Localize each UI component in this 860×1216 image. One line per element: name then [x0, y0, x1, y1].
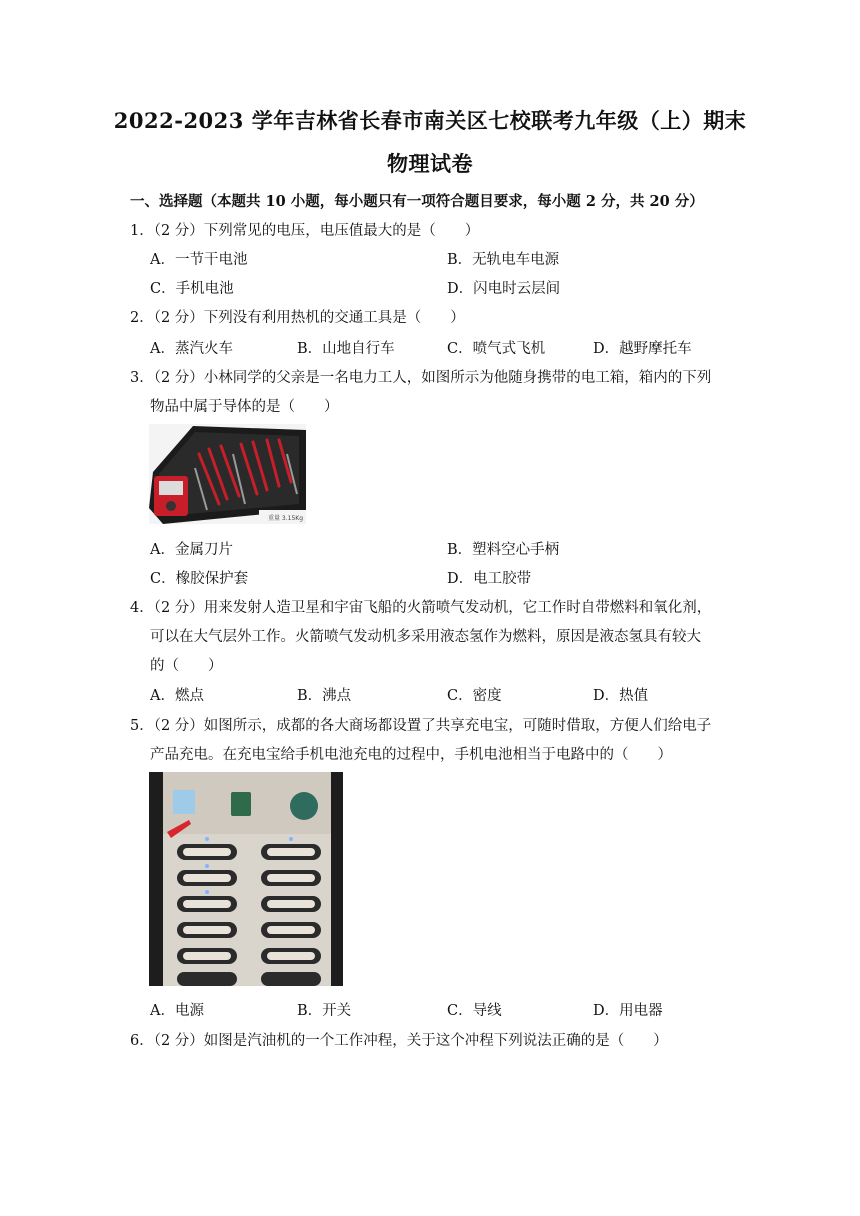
- page-title-line2: 物理试卷: [387, 151, 473, 176]
- question-4-stem-cont1: 可以在大气层外工作。火箭喷气发动机多采用液态氢作为燃料，原因是液态氢具有较大: [150, 629, 701, 645]
- q3-option-a: A．金属刀片: [150, 542, 233, 558]
- q4-option-a: A．燃点: [150, 688, 204, 704]
- q5-option-b: B．开关: [297, 1003, 352, 1019]
- q4-option-b: B．沸点: [297, 688, 352, 704]
- q4-option-d: D．热值: [593, 688, 649, 704]
- q1-option-a: A．一节干电池: [150, 252, 248, 268]
- q3-option-d: D．电工胶带: [447, 571, 532, 587]
- q1-option-b: B．无轨电车电源: [447, 252, 560, 268]
- charging-station-image: [149, 772, 343, 986]
- question-3-stem: 3．（2 分）小林同学的父亲是一名电力工人，如图所示为他随身携带的电工箱，箱内的下列: [130, 370, 712, 386]
- q5-option-c: C．导线: [447, 1003, 502, 1019]
- question-5-stem: 5．（2 分）如图所示，成都的各大商场都设置了共享充电宝，可随时借取，方便人们给电子: [130, 718, 712, 734]
- q2-option-d: D．越野摩托车: [593, 341, 692, 357]
- q5-option-a: A．电源: [150, 1003, 204, 1019]
- question-1-stem: 1．（2 分）下列常见的电压，电压值最大的是（ ）: [130, 223, 480, 239]
- q2-option-a: A．蒸汽火车: [150, 341, 233, 357]
- section-heading: 一、选择题（本题共 10 小题，每小题只有一项符合题目要求，每小题 2 分，共 20 分）: [130, 193, 704, 210]
- toolbox-image: [149, 424, 306, 524]
- q1-option-c: C．手机电池: [150, 281, 234, 297]
- question-6-stem: 6．（2 分）如图是汽油机的一个工作冲程，关于这个冲程下列说法正确的是（ ）: [130, 1033, 668, 1049]
- q3-option-b: B．塑料空心手柄: [447, 542, 560, 558]
- question-3-stem-cont: 物品中属于导体的是（ ）: [150, 399, 339, 415]
- q2-option-c: C．喷气式飞机: [447, 341, 546, 357]
- question-5-stem-cont: 产品充电。在充电宝给手机电池充电的过程中，手机电池相当于电路中的（ ）: [150, 747, 672, 763]
- question-2-stem: 2．（2 分）下列没有利用热机的交通工具是（ ）: [130, 310, 465, 326]
- q2-option-b: B．山地自行车: [297, 341, 395, 357]
- question-4-stem: 4．（2 分）用来发射人造卫星和宇宙飞船的火箭喷气发动机，它工作时自带燃料和氧化剂，: [130, 600, 712, 616]
- q4-option-c: C．密度: [447, 688, 502, 704]
- question-4-stem-cont2: 的（ ）: [150, 658, 223, 674]
- q5-option-d: D．用电器: [593, 1003, 663, 1019]
- page-title-line1: 2022-2023 学年吉林省长春市南关区七校联考九年级（上）期末: [113, 108, 747, 133]
- toolbox-caption: 重量 3.15Kg: [268, 515, 304, 522]
- q1-option-d: D．闪电时云层间: [447, 281, 561, 297]
- q3-option-c: C．橡胶保护套: [150, 571, 249, 587]
